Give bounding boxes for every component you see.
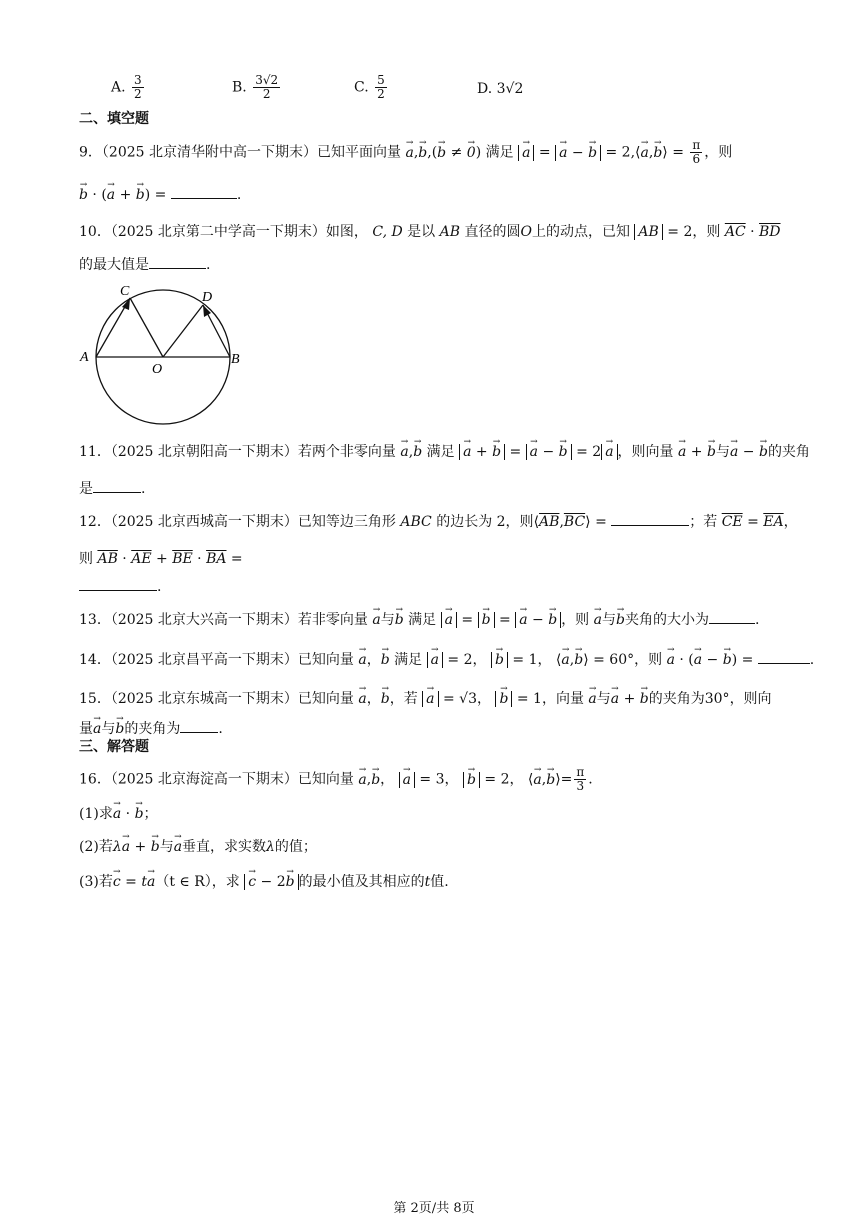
answer-blank[interactable] xyxy=(93,478,141,493)
question-15: 15．（2025 北京东城高一下期末）已知向量 → a，→ b，若 → a = √3， → b = 1，向量 → a与→ a + → b的夹角为30°，则向 xyxy=(79,689,772,709)
question-11-line2: 是 . xyxy=(79,478,145,499)
option-a: A. $\frac{3}{2}$ xyxy=(111,73,142,101)
circle-figure xyxy=(78,283,248,428)
question-14: 14．（2025 北京昌平高一下期末）已知向量 → a，→ b 满足 → a = 2， → b = 1， ⟨→ a,→ b⟩ = 60°，则 → a · (→ a − → b) = . xyxy=(79,649,814,670)
question-12-line2: 则 $\overline{AB} \cdot \overline{AE} + \overline{BE} \cdot \overline{BA}$ = xyxy=(79,551,243,567)
label-d: D xyxy=(202,290,213,305)
arrow-ac xyxy=(122,298,130,310)
label-b: B xyxy=(231,352,240,367)
question-12-line3: . xyxy=(79,576,161,597)
answer-blank[interactable] xyxy=(611,511,689,526)
page-footer: 第 2页/共 8页 xyxy=(393,1201,475,1216)
answer-blank[interactable] xyxy=(180,718,218,733)
section-heading-fill-blank: 二、填空题 xyxy=(79,111,149,127)
question-10: 10．（2025 北京第二中学高一下期末）如图， C, D 是以 AB 直径的圆O上的动点，已知 AB = 2，则 $\overline{AC} \cdot \overline{BD}$ xyxy=(79,224,781,240)
question-16-part2: (2)若λ→ a + → b与→ a垂直，求实数λ的值； xyxy=(79,837,317,857)
option-d: D. 3√2 xyxy=(477,81,524,97)
answer-blank[interactable] xyxy=(149,254,206,269)
question-16-part1: (1)求→ a · → b； xyxy=(79,804,158,824)
answer-blank[interactable] xyxy=(79,576,157,591)
question-11: 11．（2025 北京朝阳高一下期末）若两个非零向量 → a,→ b 满足 → a + → b = → a − → b = 2 → a ，则向量 → a + → b与→ a − → b的夹角 xyxy=(79,442,810,462)
question-9-line2: → b · (→ a + → b) = . xyxy=(79,184,241,205)
section-heading-solve: 三、解答题 xyxy=(79,739,149,755)
label-o: O xyxy=(152,362,163,377)
question-16: 16．（2025 北京海淀高一下期末）已知向量 → a,→ b， → a = 3， → b = 2， ⟨→ a,→ b⟩= $\frac{\pi}{3}$ . xyxy=(79,766,593,793)
question-16-part3: (3)若→ c = t→ a（t ∈ R），求 → c − 2→ b 的最小值及其相应的t值. xyxy=(79,872,449,892)
answer-blank[interactable] xyxy=(758,649,810,664)
question-12: 12．（2025 北京西城高一下期末）已知等边三角形 ABC 的边长为 2，则$⟨\overline{AB},\overline{BC}⟩$ = ；若 $\overline{CE} = \overline{EA}$， xyxy=(79,511,798,532)
question-9: 9．（2025 北京清华附中高一下期末）已知平面向量 → a,→ b,(→ b ≠ → 0) 满足 → a = → a − → b = 2,⟨→ a,→ b⟩ = $\frac{\pi}{6}$ ，则 xyxy=(79,139,732,166)
option-b: B. $\frac{3√2}{2}$ xyxy=(232,73,279,101)
label-c: C xyxy=(120,284,130,299)
answer-blank[interactable] xyxy=(171,184,237,199)
segment-oc xyxy=(130,298,163,357)
question-13: 13．（2025 北京大兴高一下期末）若非零向量 → a与→ b 满足 → a = → b = → a − → b ，则 → a与→ b夹角的大小为 . xyxy=(79,609,759,630)
label-a: A xyxy=(80,350,89,365)
option-c: C. $\frac{5}{2}$ xyxy=(354,73,385,101)
question-10-line2: 的最大值是 . xyxy=(79,254,210,275)
answer-blank[interactable] xyxy=(709,609,755,624)
question-15-line2: 量→ a与→ b的夹角为 . xyxy=(79,718,223,739)
segment-od xyxy=(163,305,203,357)
